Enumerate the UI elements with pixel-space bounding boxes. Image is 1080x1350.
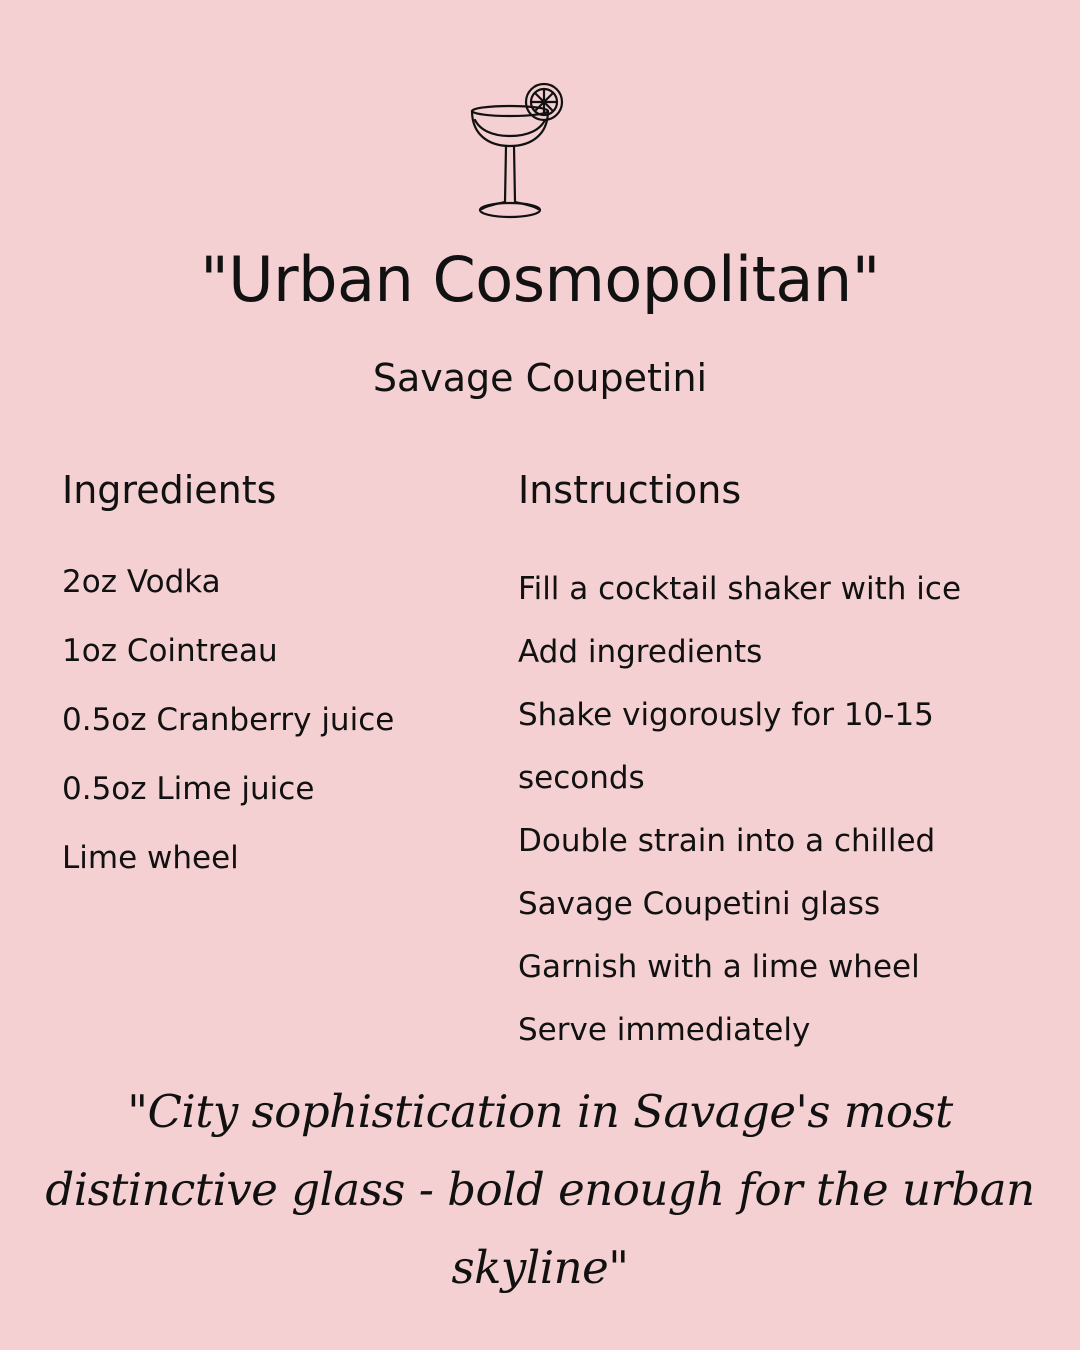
instruction-step: Serve immediately <box>518 1012 811 1048</box>
ingredients-list <box>62 548 482 893</box>
ingredients-heading: Ingredients <box>62 468 277 512</box>
glass-subtitle: Savage Coupetini <box>372 356 708 400</box>
cocktail-glass-icon <box>458 78 574 224</box>
ingredient-item: 0.5oz Cranberry juice <box>62 702 395 738</box>
instructions-section <box>518 466 1038 1062</box>
instructions-list <box>518 558 1038 1062</box>
ingredient-item: Lime wheel <box>62 840 239 876</box>
instruction-step: Double strain into a chilled Savage Coupetini glass <box>518 823 936 922</box>
ingredients-section <box>62 466 482 893</box>
instruction-step: Garnish with a lime wheel <box>518 949 920 985</box>
instruction-step: Fill a cocktail shaker with ice <box>518 571 962 607</box>
ingredient-item: 0.5oz Lime juice <box>62 771 315 807</box>
tagline-quote: "City sophistication in Savage's most distinctive glass - bold enough for the urban skyline" <box>45 1085 1035 1294</box>
instructions-heading: Instructions <box>518 468 742 512</box>
ingredient-item: 2oz Vodka <box>62 564 221 600</box>
instruction-step: Shake vigorously for 10-15 seconds <box>518 697 934 796</box>
instruction-step: Add ingredients <box>518 634 763 670</box>
recipe-title: "Urban Cosmopolitan" <box>200 243 880 316</box>
ingredient-item: 1oz Cointreau <box>62 633 278 669</box>
